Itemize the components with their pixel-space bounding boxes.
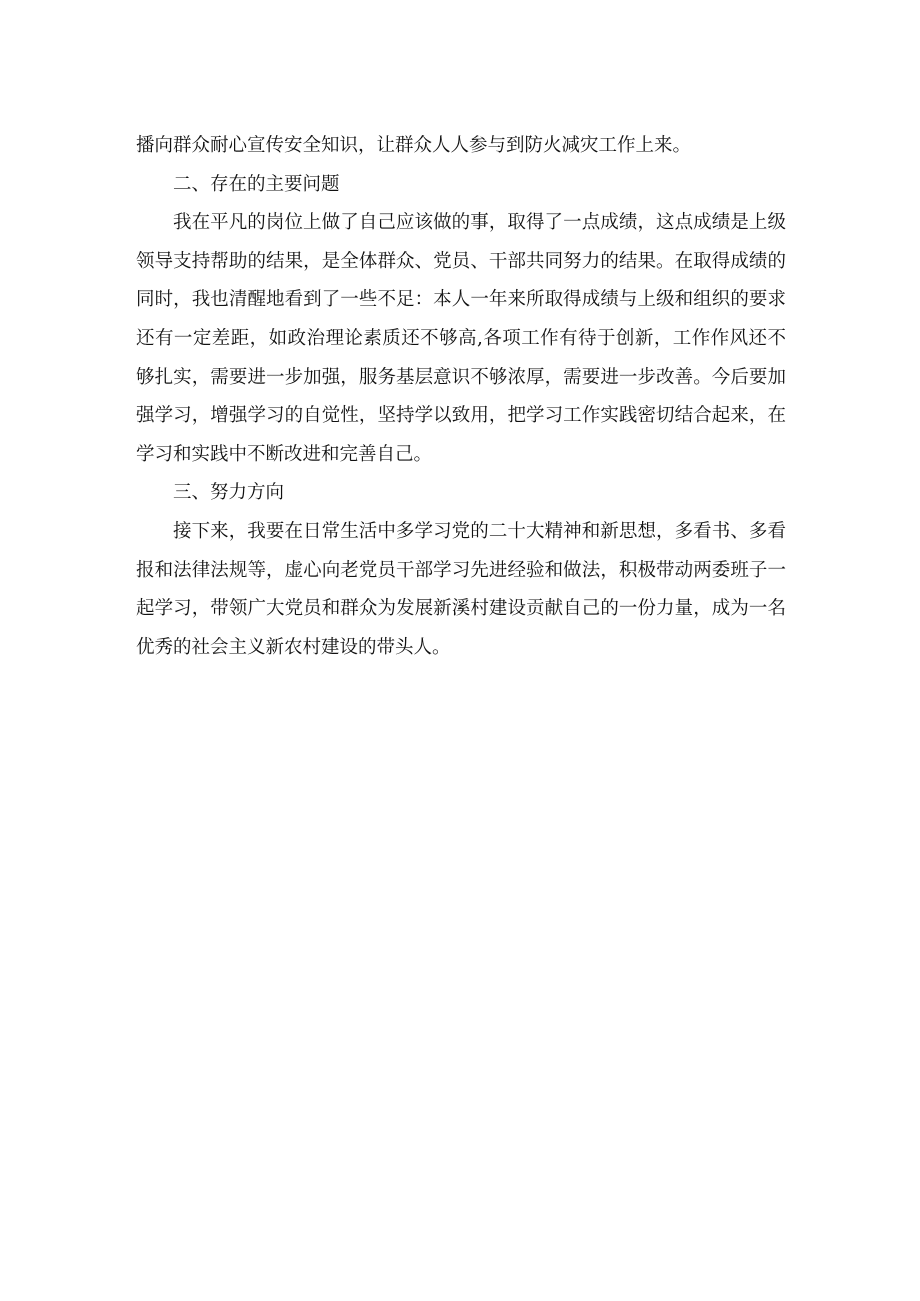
paragraph-problems: 我在平凡的岗位上做了自己应该做的事，取得了一点成绩，这点成绩是上级领导支持帮助的结果，是全体群众、党员、干部共同努力的结果。在取得成绩的同时，我也清醒地看到了一些不足：本人一年来所取得成绩与上级和组织的要求还有一定差距，如政治理论素质还不够高,各项工作有待于创新，工作作风还不够扎实，需要进一步加强，服务基层意识不够浓厚，需要进一步改善。今后要加强学习，增强学习的自觉性，坚持学以致用，把学习工作实践密切结合起来，在学习和实践中不断改进和完善自己。 (136, 212, 786, 465)
document-body (136, 127, 786, 667)
paragraph-direction: 接下来，我要在日常生活中多学习党的二十大精神和新思想，多看书、多看报和法律法规等，虚心向老党员干部学习先进经验和做法，积极带动两委班子一起学习，带领广大党员和群众为发展新溪村建设贡献自己的一份力量，成为一名优秀的社会主义新农村建设的带头人。 (136, 520, 786, 658)
section-heading-direction: 三、努力方向 (173, 482, 285, 504)
section-heading-problems: 二、存在的主要问题 (173, 173, 340, 195)
continuation-paragraph: 播向群众耐心宣传安全知识，让群众人人参与到防火减灾工作上来。 (136, 135, 692, 156)
